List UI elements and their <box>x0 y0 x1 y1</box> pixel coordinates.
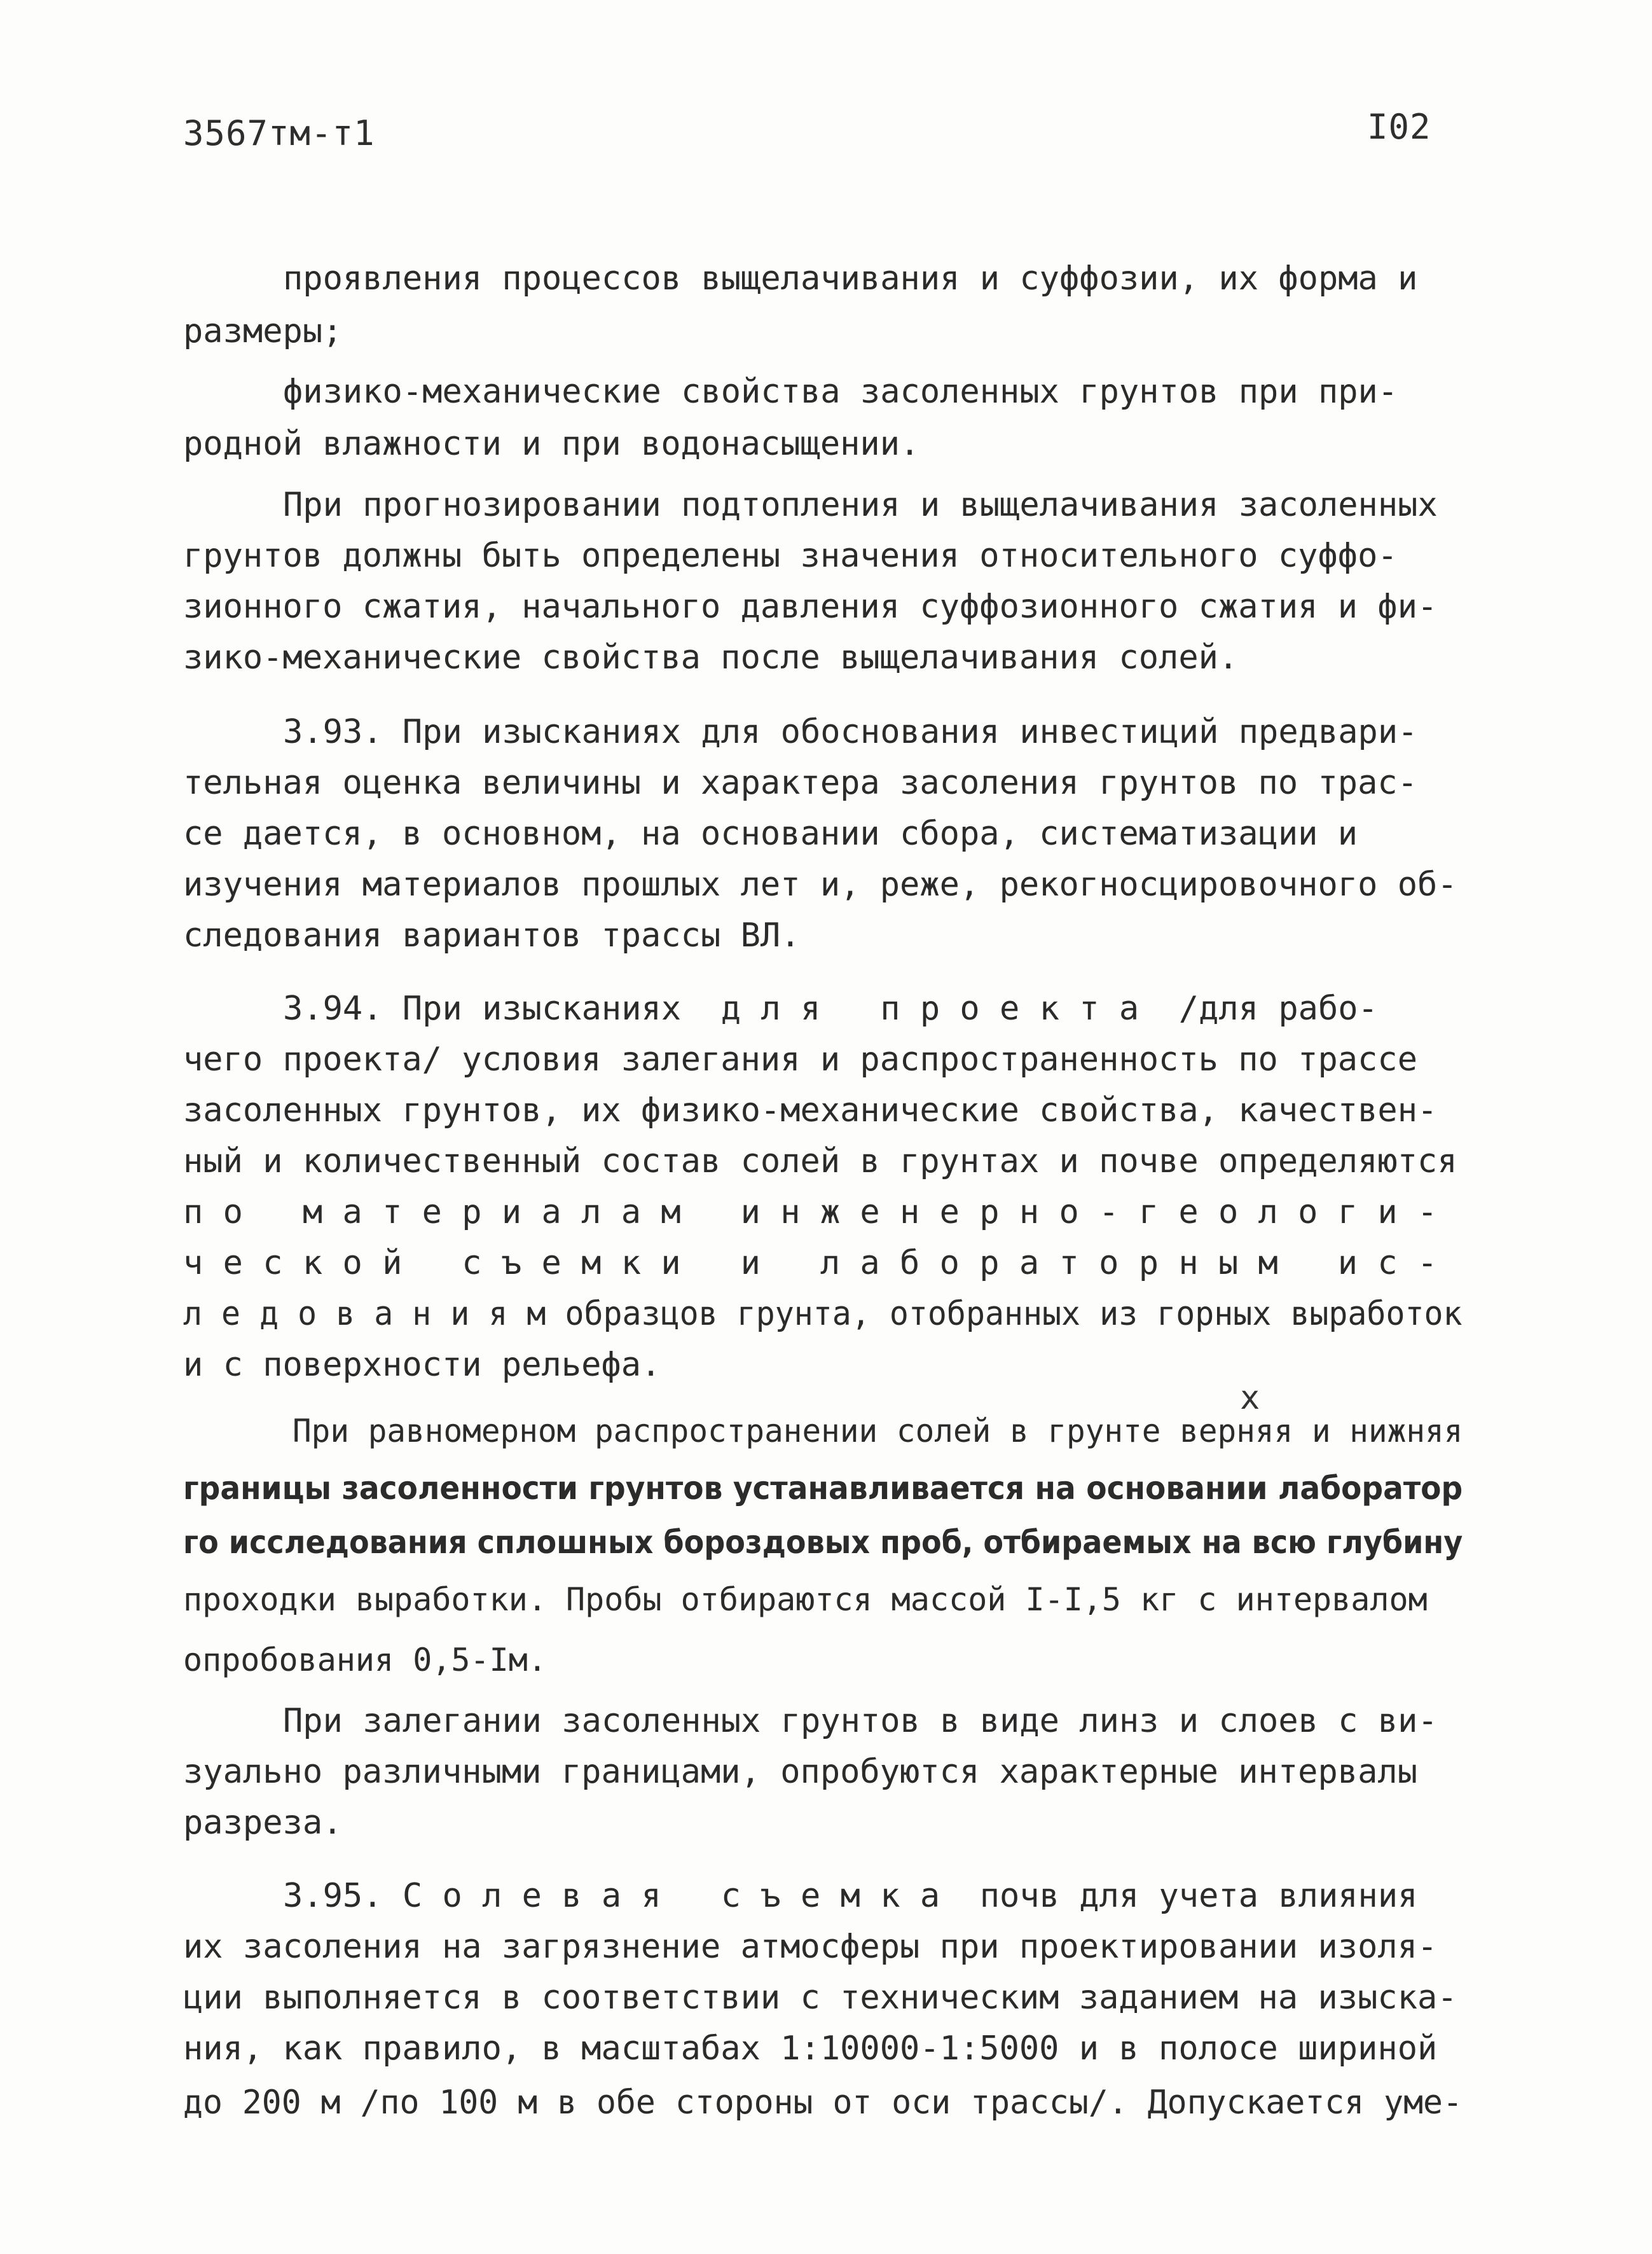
text-line: ции выполняется в соответствии с техническим заданием на изыска- <box>183 1979 1457 2017</box>
text-line: При равномерном распространении солей в грунте верняя и нижняя <box>293 1413 1463 1449</box>
text-line: зико-механические свойства после выщелачивания солей. <box>183 639 1239 677</box>
text-line: ный и количественный состав солей в грунтах и почве определяются <box>183 1142 1457 1180</box>
text-line: ч е с к о й с ъ е м к и и л а б о р а т о р н ы м и с - <box>183 1244 1438 1282</box>
text-line: п о м а т е р и а л а м и н ж е н е р н о - г е о л о г и - <box>183 1193 1438 1231</box>
text-line: опробования 0,5-Iм. <box>183 1642 547 1678</box>
document-code: 3567тм-т1 <box>183 113 375 153</box>
text-line: и с поверхности рельефа. <box>183 1346 661 1384</box>
text-line: их засоления на загрязнение атмосферы при проектировании изоля- <box>183 1928 1438 1966</box>
text-line: чего проекта/ условия залегания и распространенность по трассе <box>183 1041 1418 1079</box>
text-line: зионного сжатия, начального давления суффозионного сжатия и фи- <box>183 588 1438 626</box>
text-line: 3.93. При изысканиях для обоснования инвестиций предвари- <box>283 713 1418 751</box>
page-number: I02 <box>1367 107 1431 147</box>
text-line: ния, как правило, в масштабах 1:10000-1:5000 и в полосе шириной <box>183 2029 1438 2068</box>
correction-mark: x <box>1240 1379 1260 1417</box>
text-line: При залегании засоленных грунтов в виде линз и слоев с ви- <box>283 1702 1438 1740</box>
text-line: засоленных грунтов, их физико-механические свойства, качествен- <box>183 1091 1438 1130</box>
text-line: до 200 м /по 100 м в обе стороны от оси трассы/. Допускается уме- <box>183 2084 1463 2122</box>
text-line: се дается, в основном, на основании сбора, систематизации и <box>183 815 1358 853</box>
text-line: физико-механические свойства засоленных грунтов при при- <box>283 373 1398 411</box>
text-line: родной влажности и при водонасыщении. <box>183 425 920 463</box>
text-line: разреза. <box>183 1804 343 1842</box>
text-line: зуально различными границами, опробуются характерные интервалы <box>183 1753 1418 1791</box>
text-line: проходки выработки. Пробы отбираются массой I-I,5 кг с интервалом <box>183 1581 1428 1618</box>
text-line: грунтов должны быть определены значения относительного суффо- <box>183 537 1398 575</box>
text-line: размеры; <box>183 312 343 350</box>
text-line: следования вариантов трассы ВЛ. <box>183 916 801 955</box>
text-line: изучения материалов прошлых лет и, реже, рекогносцировочного об- <box>183 866 1457 904</box>
text-line: При прогнозировании подтопления и выщелачивания засоленных <box>283 486 1438 524</box>
text-line: тельная оценка величины и характера засоления грунтов по трас- <box>183 764 1418 802</box>
text-line: го исследования сплошных бороздовых проб, отбираемых на всю глубину <box>183 1524 1463 1561</box>
text-line: л е д о в а н и я м образцов грунта, отобранных из горных выработок <box>183 1295 1463 1333</box>
text-line: 3.94. При изысканиях д л я п р о е к т а /для рабо- <box>283 990 1378 1028</box>
text-line: границы засоленности грунтов устанавливается на основании лаборатор <box>183 1470 1463 1507</box>
text-line: 3.95. С о л е в а я с ъ е м к а почв для учета влияния <box>283 1877 1418 1915</box>
text-line: проявления процессов выщелачивания и суффозии, их форма и <box>283 259 1418 298</box>
